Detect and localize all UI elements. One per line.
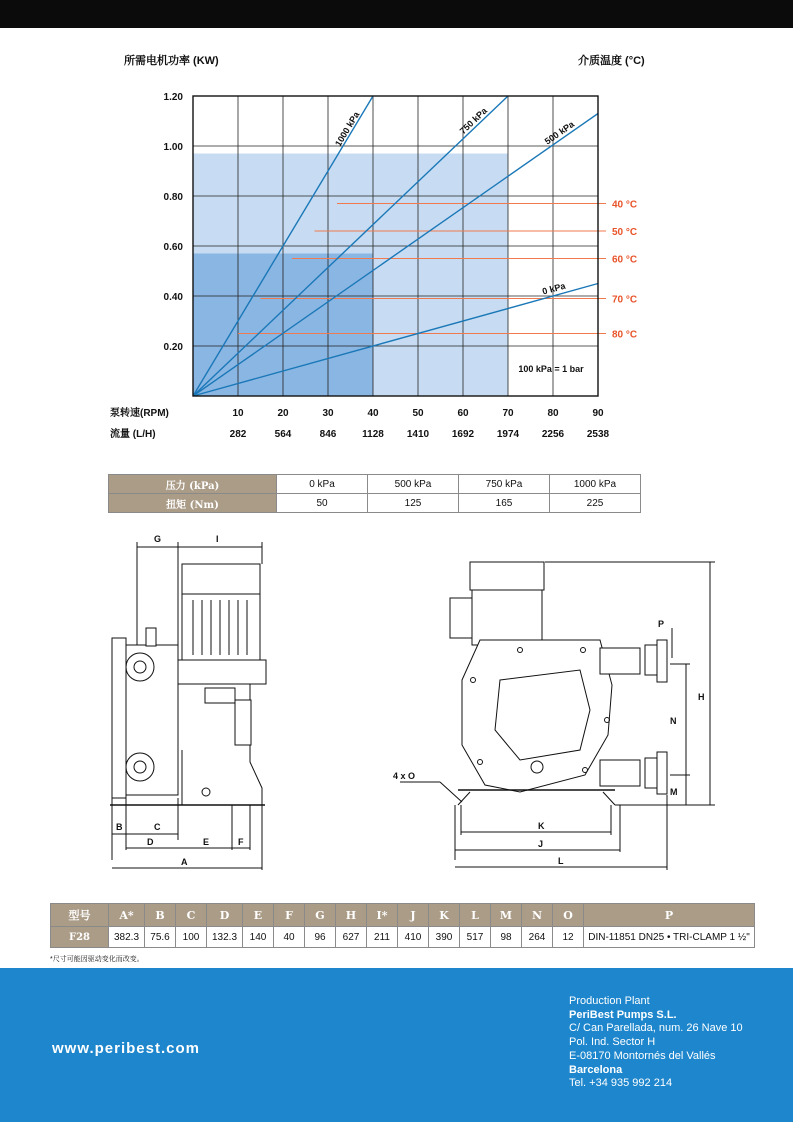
x-tick-label: 564 [274,429,292,440]
dim-header: E [243,904,274,927]
x-tick-label: 60 [457,408,469,419]
x-tick-label: 1692 [451,429,475,440]
dim-header: B [145,904,176,927]
dim-value: 517 [460,927,491,948]
dim-label-A: A [181,857,188,867]
side-view-drawing [110,542,266,870]
pressure-cell: 750 kPa [459,475,550,494]
pressure-cell: 0 kPa [277,475,368,494]
dim-label-B: B [116,822,123,832]
dim-label-C: C [154,822,161,832]
y-tick-label: 0.60 [163,242,183,253]
dim-label-G: G [154,534,162,544]
company-name: PeriBest Pumps S.L. [569,1008,677,1021]
torque-label: 扭矩 (Nm) [109,494,277,513]
dimensions-header-row [51,904,755,927]
postal-address: E-08170 Montornés del Vallés [569,1049,716,1062]
power-chart [0,80,793,460]
dim-label-J: J [538,839,544,849]
dim-label-F: F [238,837,244,847]
street-address: C/ Can Parellada, num. 26 Nave 10 [569,1022,743,1035]
dimensions-value-row [51,927,755,948]
telephone: Tel. +34 935 992 214 [569,1077,673,1090]
dim-value: 75.6 [145,927,176,948]
x-row-label: 泵转速(RPM) [110,408,169,419]
x-tick-label: 846 [319,429,337,440]
dim-value: 140 [243,927,274,948]
dim-value: 98 [491,927,522,948]
dim-header: C [176,904,207,927]
dim-value: 410 [398,927,429,948]
dimensions-table [50,903,755,948]
pump-dimension-drawings [0,530,793,875]
dim-label-I: I [216,534,219,544]
model-cell: F28 [51,927,109,948]
footnote: *尺寸可能因驱动变化而改变。 [50,956,144,963]
dim-value: 96 [305,927,336,948]
x-tick-label: 2538 [586,429,610,440]
plant-label: Production Plant [569,995,650,1007]
temperature-label: 80 °C [612,329,638,341]
x-tick-label: 40 [367,408,379,419]
y-tick-label: 0.40 [163,292,183,303]
x-tick-label: 90 [592,408,604,419]
dim-header: A* [109,904,145,927]
temperature-label: 50 °C [612,227,638,238]
dim-label-M: M [670,787,678,797]
dim-label-D: D [147,837,154,847]
dim-value: 40 [274,927,305,948]
dim-header: P [584,904,755,927]
y-tick-label: 0.80 [163,192,183,203]
mounting-holes-label: 4 x O [393,771,416,781]
temperature-label: 70 °C [612,294,638,306]
x-tick-label: 10 [232,408,244,419]
city: Barcelona [569,1063,623,1076]
torque-cell: 125 [368,494,459,513]
x-tick-label: 1128 [362,429,384,440]
y-tick-label: 0.20 [163,342,183,353]
temperature-label: 40 °C [612,199,638,211]
power-axis-title: 所需电机功率 (KW) [124,55,219,67]
x-tick-label: 80 [547,408,559,419]
unit-annotation: 100 kPa = 1 bar [518,364,584,374]
dim-header: N [522,904,553,927]
pressure-row [109,475,641,494]
pressure-cell: 500 kPa [368,475,459,494]
x-tick-label: 70 [502,408,514,419]
pressure-torque-table [108,474,641,513]
dim-header: G [305,904,336,927]
dim-value: 211 [367,927,398,948]
torque-cell: 50 [277,494,368,513]
series-label: 0 kPa [541,280,567,297]
pressure-cell: 1000 kPa [550,475,641,494]
dim-value: 132.3 [207,927,243,948]
series-label: 500 kPa [542,119,577,147]
y-tick-label: 1.20 [163,92,183,103]
dim-header: L [460,904,491,927]
x-tick-label: 1974 [496,429,520,440]
x-tick-label: 2256 [541,429,565,440]
dim-header: 型号 [51,904,109,927]
dim-value: 264 [522,927,553,948]
dim-label-K: K [538,821,545,831]
dim-label-P: P [658,619,665,629]
x-tick-label: 282 [229,429,247,440]
dim-label-L: L [558,856,564,866]
dim-label-H: H [698,692,705,702]
dim-header: D [207,904,243,927]
x-tick-label: 30 [322,408,334,419]
dim-value: 100 [176,927,207,948]
x-tick-label: 20 [277,408,289,419]
dim-value: 390 [429,927,460,948]
x-tick-label: 1410 [406,429,430,440]
front-view-drawing [400,562,715,870]
address-block [569,995,743,1091]
dim-header: J [398,904,429,927]
y-tick-label: 1.00 [163,142,183,153]
torque-cell: 225 [550,494,641,513]
dim-value: DIN-11851 DN25 • TRI-CLAMP 1 ½" [584,927,755,948]
dim-value: 382.3 [109,927,145,948]
dim-header: K [429,904,460,927]
temperature-title: 介质温度 (°C) [578,55,645,67]
top-bar [0,0,793,28]
series-label: 750 kPa [457,105,489,137]
dim-value: 627 [336,927,367,948]
torque-cell: 165 [459,494,550,513]
pressure-label: 压力 (kPa) [109,475,277,494]
industrial-area: Pol. Ind. Sector H [569,1036,656,1049]
temperature-label: 60 °C [612,254,638,266]
dim-value: 12 [553,927,584,948]
dim-header: F [274,904,305,927]
dim-label-N: N [670,716,677,726]
dim-header: M [491,904,522,927]
dim-label-E: E [203,837,210,847]
torque-row [109,494,641,513]
dim-header: I* [367,904,398,927]
dim-header: H [336,904,367,927]
footer [0,968,793,1122]
website-link[interactable]: www.peribest.com [52,1040,200,1057]
x-row-label: 流量 (L/H) [110,429,156,440]
dim-header: O [553,904,584,927]
series-label: 1000 kPa [333,109,362,149]
x-tick-label: 50 [412,408,424,419]
